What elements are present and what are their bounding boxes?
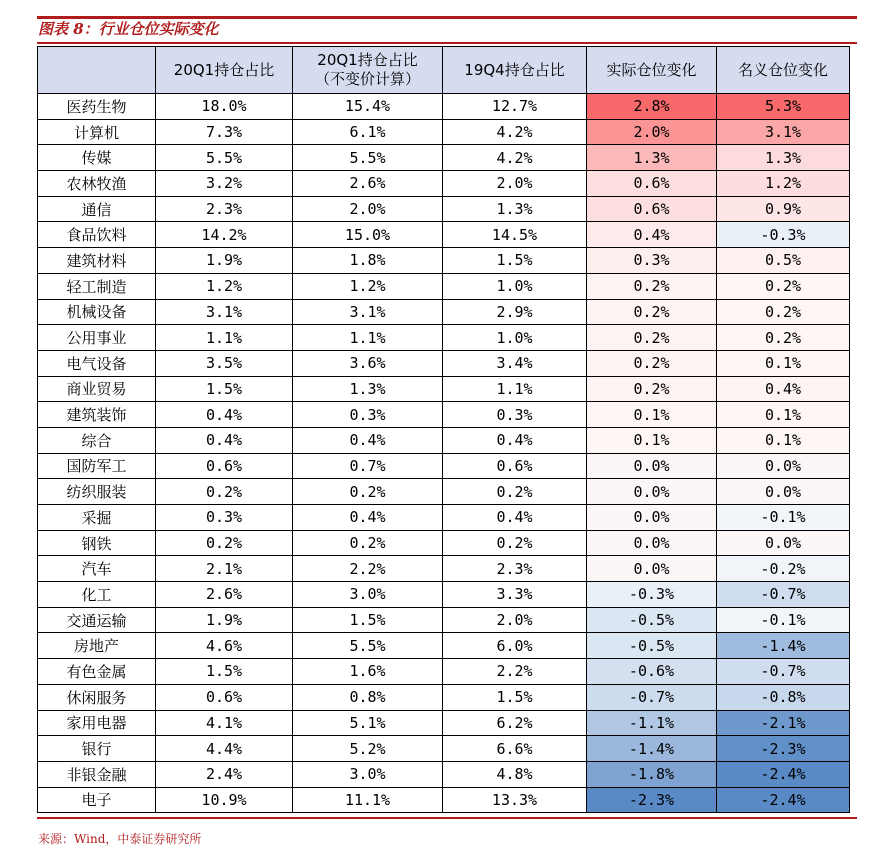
value-cell: -2.3%: [587, 787, 717, 813]
value-cell: 0.1%: [717, 350, 850, 376]
industry-name-cell: 综合: [38, 427, 156, 453]
value-cell: 3.5%: [156, 350, 293, 376]
value-cell: 0.2%: [156, 530, 293, 556]
value-cell: 4.4%: [156, 736, 293, 762]
value-cell: 3.4%: [443, 350, 587, 376]
value-cell: 1.1%: [443, 376, 587, 402]
industry-name-cell: 采掘: [38, 505, 156, 531]
value-cell: 1.1%: [156, 325, 293, 351]
value-cell: 1.5%: [293, 607, 443, 633]
table-header-row: [38, 47, 850, 94]
value-cell: 5.2%: [293, 736, 443, 762]
industry-name-cell: 化工: [38, 582, 156, 608]
industry-name-cell: 电气设备: [38, 350, 156, 376]
header-cell-1: 20Q1持仓占比: [156, 47, 293, 94]
value-cell: 1.5%: [156, 659, 293, 685]
table-row: [38, 427, 850, 453]
value-cell: 10.9%: [156, 787, 293, 813]
value-cell: 2.0%: [443, 607, 587, 633]
industry-name-cell: 房地产: [38, 633, 156, 659]
table-row: [38, 556, 850, 582]
header-cell-3: 19Q4持仓占比: [443, 47, 587, 94]
value-cell: 14.5%: [443, 222, 587, 248]
value-cell: 6.2%: [443, 710, 587, 736]
value-cell: 0.1%: [717, 427, 850, 453]
table-row: [38, 479, 850, 505]
value-cell: 0.4%: [443, 427, 587, 453]
value-cell: -1.8%: [587, 761, 717, 787]
value-cell: 2.2%: [443, 659, 587, 685]
value-cell: 0.2%: [587, 273, 717, 299]
value-cell: -0.8%: [717, 684, 850, 710]
value-cell: 1.8%: [293, 248, 443, 274]
source-note: 来源：Wind，中泰证券研究所: [38, 832, 202, 846]
value-cell: 0.2%: [156, 479, 293, 505]
table-row: [38, 787, 850, 813]
value-cell: -1.4%: [587, 736, 717, 762]
value-cell: 15.0%: [293, 222, 443, 248]
value-cell: 14.2%: [156, 222, 293, 248]
value-cell: 1.6%: [293, 659, 443, 685]
table-row: [38, 659, 850, 685]
industry-name-cell: 机械设备: [38, 299, 156, 325]
industry-name-cell: 电子: [38, 787, 156, 813]
value-cell: 2.3%: [443, 556, 587, 582]
table-row: [38, 736, 850, 762]
table-row: [38, 145, 850, 171]
table-row: [38, 350, 850, 376]
industry-name-cell: 轻工制造: [38, 273, 156, 299]
industry-name-cell: 计算机: [38, 119, 156, 145]
value-cell: 2.6%: [293, 171, 443, 197]
value-cell: 0.8%: [293, 684, 443, 710]
value-cell: 0.9%: [717, 196, 850, 222]
table-row: [38, 710, 850, 736]
value-cell: 2.8%: [587, 94, 717, 120]
industry-name-cell: 汽车: [38, 556, 156, 582]
value-cell: 1.1%: [293, 325, 443, 351]
value-cell: 0.4%: [293, 505, 443, 531]
table-row: [38, 633, 850, 659]
industry-name-cell: 国防军工: [38, 453, 156, 479]
value-cell: 0.0%: [587, 556, 717, 582]
header-cell-2: 20Q1持仓占比 （不变价计算）: [293, 47, 443, 94]
value-cell: 0.4%: [156, 402, 293, 428]
industry-name-cell: 医药生物: [38, 94, 156, 120]
industry-name-cell: 家用电器: [38, 710, 156, 736]
value-cell: -0.5%: [587, 607, 717, 633]
value-cell: 0.0%: [717, 530, 850, 556]
value-cell: 2.0%: [587, 119, 717, 145]
value-cell: 3.0%: [293, 761, 443, 787]
position-change-table: [37, 46, 850, 813]
value-cell: 3.3%: [443, 582, 587, 608]
value-cell: 5.5%: [293, 633, 443, 659]
industry-name-cell: 休闲服务: [38, 684, 156, 710]
industry-name-cell: 建筑装饰: [38, 402, 156, 428]
table-row: [38, 607, 850, 633]
value-cell: 0.0%: [587, 530, 717, 556]
table-row: [38, 119, 850, 145]
value-cell: 4.6%: [156, 633, 293, 659]
figure-title: 图表 8：行业仓位实际变化: [38, 20, 219, 38]
value-cell: 0.6%: [587, 171, 717, 197]
value-cell: 1.3%: [587, 145, 717, 171]
value-cell: 0.6%: [443, 453, 587, 479]
value-cell: 2.0%: [443, 171, 587, 197]
value-cell: 0.2%: [717, 325, 850, 351]
value-cell: 0.3%: [587, 248, 717, 274]
value-cell: 0.0%: [587, 479, 717, 505]
value-cell: 1.9%: [156, 248, 293, 274]
industry-name-cell: 公用事业: [38, 325, 156, 351]
value-cell: 0.1%: [587, 402, 717, 428]
value-cell: 3.2%: [156, 171, 293, 197]
value-cell: 0.0%: [717, 453, 850, 479]
bottom-rule: [37, 817, 857, 819]
industry-name-cell: 传媒: [38, 145, 156, 171]
value-cell: 1.2%: [156, 273, 293, 299]
value-cell: -0.2%: [717, 556, 850, 582]
value-cell: -2.1%: [717, 710, 850, 736]
value-cell: 0.2%: [443, 530, 587, 556]
industry-name-cell: 纺织服装: [38, 479, 156, 505]
value-cell: 0.2%: [443, 479, 587, 505]
table-row: [38, 273, 850, 299]
table-row: [38, 248, 850, 274]
table-row: [38, 325, 850, 351]
value-cell: 2.2%: [293, 556, 443, 582]
industry-name-cell: 食品饮料: [38, 222, 156, 248]
value-cell: 0.6%: [156, 684, 293, 710]
value-cell: 18.0%: [156, 94, 293, 120]
value-cell: 0.2%: [587, 299, 717, 325]
value-cell: 6.1%: [293, 119, 443, 145]
value-cell: 3.1%: [156, 299, 293, 325]
value-cell: 4.8%: [443, 761, 587, 787]
table-row: [38, 684, 850, 710]
table-row: [38, 582, 850, 608]
value-cell: 5.5%: [156, 145, 293, 171]
table-row: [38, 761, 850, 787]
table-row: [38, 402, 850, 428]
value-cell: 12.7%: [443, 94, 587, 120]
value-cell: 7.3%: [156, 119, 293, 145]
value-cell: 3.6%: [293, 350, 443, 376]
value-cell: 6.6%: [443, 736, 587, 762]
value-cell: 5.3%: [717, 94, 850, 120]
value-cell: 2.4%: [156, 761, 293, 787]
value-cell: 3.1%: [293, 299, 443, 325]
table-row: [38, 505, 850, 531]
value-cell: -0.1%: [717, 505, 850, 531]
value-cell: 0.2%: [587, 350, 717, 376]
value-cell: -0.7%: [717, 659, 850, 685]
value-cell: 2.1%: [156, 556, 293, 582]
value-cell: 5.1%: [293, 710, 443, 736]
value-cell: 0.2%: [587, 325, 717, 351]
value-cell: 0.6%: [156, 453, 293, 479]
value-cell: 0.6%: [587, 196, 717, 222]
industry-name-cell: 交通运输: [38, 607, 156, 633]
value-cell: -2.4%: [717, 787, 850, 813]
industry-name-cell: 有色金属: [38, 659, 156, 685]
value-cell: 0.4%: [443, 505, 587, 531]
value-cell: 0.4%: [587, 222, 717, 248]
value-cell: -0.7%: [717, 582, 850, 608]
value-cell: 1.0%: [443, 325, 587, 351]
value-cell: -1.1%: [587, 710, 717, 736]
value-cell: -2.3%: [717, 736, 850, 762]
value-cell: 0.2%: [717, 299, 850, 325]
industry-name-cell: 商业贸易: [38, 376, 156, 402]
value-cell: 11.1%: [293, 787, 443, 813]
value-cell: 0.2%: [293, 479, 443, 505]
value-cell: 1.3%: [443, 196, 587, 222]
industry-name-cell: 建筑材料: [38, 248, 156, 274]
value-cell: 4.1%: [156, 710, 293, 736]
value-cell: 1.2%: [293, 273, 443, 299]
value-cell: 0.0%: [587, 505, 717, 531]
title-rule: [37, 42, 857, 44]
value-cell: 1.0%: [443, 273, 587, 299]
value-cell: 1.3%: [717, 145, 850, 171]
value-cell: 4.2%: [443, 119, 587, 145]
industry-name-cell: 非银金融: [38, 761, 156, 787]
industry-name-cell: 通信: [38, 196, 156, 222]
industry-name-cell: 银行: [38, 736, 156, 762]
value-cell: 0.4%: [156, 427, 293, 453]
header-cell-4: 实际仓位变化: [587, 47, 717, 94]
table-row: [38, 530, 850, 556]
value-cell: 0.7%: [293, 453, 443, 479]
value-cell: 1.5%: [156, 376, 293, 402]
value-cell: 4.2%: [443, 145, 587, 171]
value-cell: 0.2%: [293, 530, 443, 556]
value-cell: -0.5%: [587, 633, 717, 659]
value-cell: -0.3%: [717, 222, 850, 248]
value-cell: 2.9%: [443, 299, 587, 325]
value-cell: 0.0%: [587, 453, 717, 479]
value-cell: 15.4%: [293, 94, 443, 120]
value-cell: 0.2%: [717, 273, 850, 299]
table-row: [38, 376, 850, 402]
table-row: [38, 222, 850, 248]
value-cell: -1.4%: [717, 633, 850, 659]
header-cell-5: 名义仓位变化: [717, 47, 850, 94]
industry-name-cell: 农林牧渔: [38, 171, 156, 197]
value-cell: 1.5%: [443, 684, 587, 710]
industry-name-cell: 钢铁: [38, 530, 156, 556]
value-cell: 0.1%: [717, 402, 850, 428]
table-body: [38, 94, 850, 813]
value-cell: 5.5%: [293, 145, 443, 171]
value-cell: 0.3%: [293, 402, 443, 428]
table-row: [38, 453, 850, 479]
value-cell: 0.5%: [717, 248, 850, 274]
value-cell: 3.1%: [717, 119, 850, 145]
value-cell: 0.3%: [156, 505, 293, 531]
value-cell: 0.3%: [443, 402, 587, 428]
value-cell: 2.6%: [156, 582, 293, 608]
value-cell: -0.7%: [587, 684, 717, 710]
table-row: [38, 196, 850, 222]
value-cell: 13.3%: [443, 787, 587, 813]
table-row: [38, 299, 850, 325]
value-cell: -0.1%: [717, 607, 850, 633]
header-cell-0: [38, 47, 156, 94]
value-cell: 0.2%: [587, 376, 717, 402]
table-row: [38, 94, 850, 120]
value-cell: -2.4%: [717, 761, 850, 787]
value-cell: -0.6%: [587, 659, 717, 685]
value-cell: 1.9%: [156, 607, 293, 633]
value-cell: 1.2%: [717, 171, 850, 197]
value-cell: 1.3%: [293, 376, 443, 402]
value-cell: 2.0%: [293, 196, 443, 222]
value-cell: 1.5%: [443, 248, 587, 274]
value-cell: 0.1%: [587, 427, 717, 453]
value-cell: 6.0%: [443, 633, 587, 659]
value-cell: 0.4%: [717, 376, 850, 402]
value-cell: 0.0%: [717, 479, 850, 505]
value-cell: 3.0%: [293, 582, 443, 608]
value-cell: 2.3%: [156, 196, 293, 222]
value-cell: -0.3%: [587, 582, 717, 608]
value-cell: 0.4%: [293, 427, 443, 453]
table-row: [38, 171, 850, 197]
